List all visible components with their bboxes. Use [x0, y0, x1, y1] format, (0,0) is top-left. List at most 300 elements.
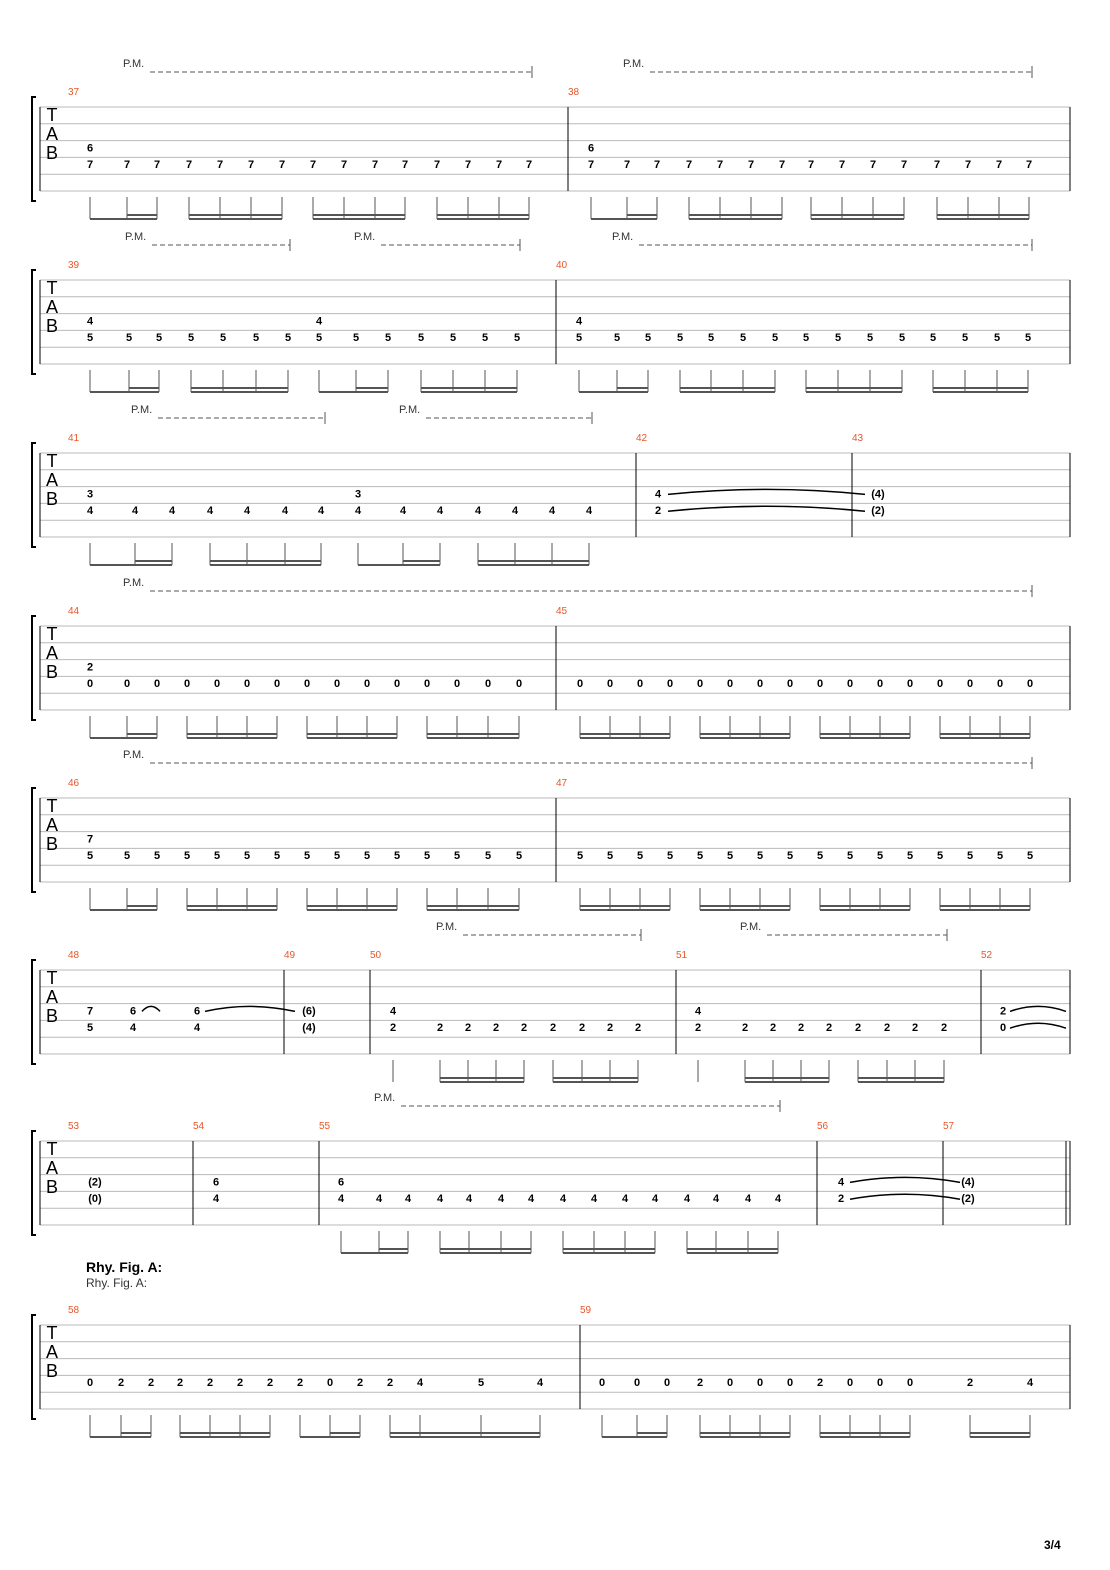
fret-number: 7	[371, 159, 379, 172]
rhythm-figure-title: Rhy. Fig. A:	[86, 1259, 163, 1275]
fret-number: 7	[778, 159, 786, 172]
fret-number: 2	[578, 1022, 586, 1035]
fret-number: 2	[911, 1022, 919, 1035]
tab-clef-letter: B	[45, 834, 59, 854]
fret-number: 5	[123, 850, 131, 863]
fret-number: 2	[549, 1022, 557, 1035]
fret-number: 2	[797, 1022, 805, 1035]
fret-number: 0	[515, 678, 523, 691]
tab-clef-letter: A	[45, 643, 59, 663]
measure-number: 54	[193, 1121, 205, 1132]
fret-number: 4	[399, 505, 407, 518]
fret-number: 2	[206, 1377, 214, 1390]
fret-number: 5	[273, 850, 281, 863]
tie	[205, 1006, 295, 1011]
fret-number: 4	[131, 505, 139, 518]
fret-number: 5	[155, 332, 163, 345]
fret-number: 7	[247, 159, 255, 172]
fret-number: 5	[315, 332, 323, 345]
fret-number: 4	[212, 1193, 220, 1206]
fret-number: 4	[497, 1193, 505, 1206]
fret-number: 4	[389, 1005, 397, 1018]
fret-number: 2	[769, 1022, 777, 1035]
fret-number: 5	[866, 332, 874, 345]
palm-mute-label: P.M.	[740, 921, 762, 933]
fret-number: 4	[621, 1193, 629, 1206]
fret-number: 5	[1026, 850, 1034, 863]
palm-mute-label: P.M.	[354, 231, 376, 243]
fret-number: 5	[906, 850, 914, 863]
tab-clef-letter: T	[46, 278, 58, 298]
measure-number: 51	[676, 950, 688, 961]
fret-number: 7	[653, 159, 661, 172]
fret-number: 5	[1024, 332, 1032, 345]
fret-number: 7	[587, 159, 595, 172]
system-bracket	[32, 1315, 36, 1419]
fret-number: 2	[940, 1022, 948, 1035]
fret-number: 4	[744, 1193, 752, 1206]
palm-mute-label: P.M.	[123, 577, 145, 589]
fret-number: 4	[404, 1193, 412, 1206]
fret-number: 5	[453, 850, 461, 863]
system-bracket	[32, 788, 36, 892]
fret-number: 7	[340, 159, 348, 172]
fret-number: 5	[449, 332, 457, 345]
fret-number: 0	[598, 1377, 606, 1390]
fret-number: 2	[520, 1022, 528, 1035]
measure-number: 50	[370, 950, 382, 961]
fret-number: 5	[484, 850, 492, 863]
tie	[142, 1006, 160, 1011]
fret-number: 0	[326, 1377, 334, 1390]
fret-number: 7	[86, 833, 94, 846]
fret-number: 0	[183, 678, 191, 691]
fret-number: 0	[273, 678, 281, 691]
fret-number: 2	[654, 505, 662, 518]
fret-number: 5	[993, 332, 1001, 345]
fret-number: 5	[363, 850, 371, 863]
fret-number: 0	[906, 1377, 914, 1390]
fret-number: 7	[838, 159, 846, 172]
fret-number: 5	[636, 850, 644, 863]
fret-number: 5	[771, 332, 779, 345]
fret-number: 2	[999, 1005, 1007, 1018]
fret-number: 4	[536, 1377, 544, 1390]
fret-number: 5	[739, 332, 747, 345]
fret-number: 7	[401, 159, 409, 172]
fret-number: 2	[176, 1377, 184, 1390]
fret-number: 7	[807, 159, 815, 172]
tab-clef-letter: A	[45, 1342, 59, 1362]
tie	[668, 489, 865, 494]
fret-number: 5	[834, 332, 842, 345]
fret-number: 5	[125, 332, 133, 345]
fret-number: 2	[634, 1022, 642, 1035]
fret-number: 4	[317, 505, 325, 518]
fret-number: 2	[236, 1377, 244, 1390]
palm-mute-label: P.M.	[399, 404, 421, 416]
fret-number: 0	[726, 678, 734, 691]
fret-number: 5	[613, 332, 621, 345]
rhythm-figure-subtitle: Rhy. Fig. A:	[86, 1276, 148, 1290]
fret-number: 0	[303, 678, 311, 691]
palm-mute-label: P.M.	[125, 231, 147, 243]
fret-number: 5	[213, 850, 221, 863]
fret-number: 2	[386, 1377, 394, 1390]
fret-number: 5	[252, 332, 260, 345]
fret-number: 5	[352, 332, 360, 345]
fret-number: 0	[153, 678, 161, 691]
fret-number: 5	[666, 850, 674, 863]
fret-number: 0	[666, 678, 674, 691]
fret-number: 5	[187, 332, 195, 345]
fret-number: 7	[86, 1005, 94, 1018]
fret-number: 5	[802, 332, 810, 345]
fret-number: 2	[854, 1022, 862, 1035]
fret-number: 0	[243, 678, 251, 691]
measure-number: 47	[556, 778, 568, 789]
fret-number: 5	[86, 332, 94, 345]
fret-number: (4)	[961, 1176, 975, 1189]
fret-number: 4	[375, 1193, 383, 1206]
fret-number: 0	[636, 678, 644, 691]
fret-number: 0	[876, 678, 884, 691]
fret-number: 2	[606, 1022, 614, 1035]
fret-number: 0	[786, 1377, 794, 1390]
fret-number: 0	[213, 678, 221, 691]
measure-number: 42	[636, 433, 648, 444]
fret-number: (2)	[961, 1193, 975, 1206]
fret-number: 0	[786, 678, 794, 691]
fret-number: 2	[464, 1022, 472, 1035]
measure-number: 46	[68, 778, 80, 789]
measure-number: 45	[556, 606, 568, 617]
fret-number: 7	[623, 159, 631, 172]
tie	[1010, 1006, 1066, 1011]
fret-number: 7	[309, 159, 317, 172]
fret-number: 0	[756, 678, 764, 691]
fret-number: 4	[168, 505, 176, 518]
measure-number: 52	[981, 950, 993, 961]
tab-clef-letter: T	[46, 1139, 58, 1159]
fret-number: 5	[575, 332, 583, 345]
fret-number: 7	[685, 159, 693, 172]
measure-number: 40	[556, 260, 568, 271]
fret-number: 3	[86, 488, 94, 501]
tab-clef-letter: B	[45, 1006, 59, 1026]
fret-number: 5	[786, 850, 794, 863]
fret-number: 5	[756, 850, 764, 863]
fret-number: 2	[837, 1193, 845, 1206]
fret-number: 4	[683, 1193, 691, 1206]
fret-number: 5	[384, 332, 392, 345]
fret-number: 5	[876, 850, 884, 863]
measure-number: 49	[284, 950, 296, 961]
fret-number: 5	[726, 850, 734, 863]
fret-number: 6	[193, 1005, 201, 1018]
fret-number: 2	[696, 1377, 704, 1390]
measure-number: 44	[68, 606, 80, 617]
measure-number: 55	[319, 1121, 331, 1132]
fret-number: 0	[453, 678, 461, 691]
fret-number: 5	[996, 850, 1004, 863]
tab-clef-letter: T	[46, 796, 58, 816]
fret-number: 5	[86, 1022, 94, 1035]
tab-clef-letter: B	[45, 1177, 59, 1197]
fret-number: 4	[243, 505, 251, 518]
fret-number: 0	[393, 678, 401, 691]
fret-number: 6	[212, 1176, 220, 1189]
system-bracket	[32, 270, 36, 374]
fret-number: 2	[356, 1377, 364, 1390]
tab-clef-letter: T	[46, 968, 58, 988]
fret-number: 7	[123, 159, 131, 172]
measure-number: 56	[817, 1121, 829, 1132]
fret-number: 4	[694, 1005, 702, 1018]
fret-number: 2	[741, 1022, 749, 1035]
fret-number: 5	[816, 850, 824, 863]
fret-number: 5	[644, 332, 652, 345]
tie	[1010, 1023, 1066, 1028]
fret-number: 4	[436, 505, 444, 518]
fret-number: 4	[585, 505, 593, 518]
fret-number: 0	[726, 1377, 734, 1390]
fret-number: 7	[716, 159, 724, 172]
fret-number: 5	[966, 850, 974, 863]
tab-clef-letter: T	[46, 451, 58, 471]
palm-mute-label: P.M.	[623, 58, 645, 70]
fret-number: 4	[511, 505, 519, 518]
system-bracket	[32, 443, 36, 547]
system-bracket	[32, 616, 36, 720]
fret-number: 7	[185, 159, 193, 172]
palm-mute-label: P.M.	[123, 749, 145, 761]
fret-number: 5	[515, 850, 523, 863]
fret-number: 4	[281, 505, 289, 518]
fret-number: 4	[465, 1193, 473, 1206]
fret-number: 4	[86, 505, 94, 518]
fret-number: 4	[527, 1193, 535, 1206]
fret-number: 5	[183, 850, 191, 863]
fret-number: 7	[964, 159, 972, 172]
fret-number: 0	[936, 678, 944, 691]
fret-number: 2	[492, 1022, 500, 1035]
fret-number: 5	[219, 332, 227, 345]
fret-number: 2	[883, 1022, 891, 1035]
fret-number: 7	[933, 159, 941, 172]
tab-clef-letter: A	[45, 815, 59, 835]
fret-number: 7	[495, 159, 503, 172]
fret-number: 0	[846, 678, 854, 691]
tab-clef-letter: A	[45, 1158, 59, 1178]
fret-number: 4	[559, 1193, 567, 1206]
fret-number: 7	[1025, 159, 1033, 172]
fret-number: 7	[86, 159, 94, 172]
fret-number: 5	[846, 850, 854, 863]
tab-clef-letter: A	[45, 124, 59, 144]
fret-number: 0	[876, 1377, 884, 1390]
fret-number: 7	[433, 159, 441, 172]
fret-number: 0	[633, 1377, 641, 1390]
system-bracket	[32, 97, 36, 201]
fret-number: 5	[676, 332, 684, 345]
fret-number: 2	[266, 1377, 274, 1390]
fret-number: 6	[129, 1005, 137, 1018]
fret-number: 0	[1026, 678, 1034, 691]
tab-clef-letter: T	[46, 1323, 58, 1343]
fret-number: 3	[354, 488, 362, 501]
fret-number: 4	[129, 1022, 137, 1035]
fret-number: 0	[606, 678, 614, 691]
fret-number: 0	[696, 678, 704, 691]
fret-number: 5	[707, 332, 715, 345]
fret-number: 5	[423, 850, 431, 863]
fret-number: 5	[86, 850, 94, 863]
measure-number: 48	[68, 950, 80, 961]
tie	[668, 506, 865, 511]
fret-number: 6	[587, 142, 595, 155]
fret-number: 0	[333, 678, 341, 691]
fret-number: 0	[846, 1377, 854, 1390]
fret-number: (2)	[871, 505, 885, 518]
tab-clef-letter: B	[45, 316, 59, 336]
fret-number: 2	[694, 1022, 702, 1035]
fret-number: 7	[278, 159, 286, 172]
fret-number: 6	[337, 1176, 345, 1189]
fret-number: 5	[481, 332, 489, 345]
fret-number: (0)	[88, 1193, 102, 1206]
fret-number: 7	[153, 159, 161, 172]
fret-number: 2	[389, 1022, 397, 1035]
system-bracket	[32, 960, 36, 1064]
fret-number: 5	[606, 850, 614, 863]
fret-number: 7	[869, 159, 877, 172]
fret-number: 5	[393, 850, 401, 863]
measure-number: 58	[68, 1305, 80, 1316]
palm-mute-label: P.M.	[374, 1092, 396, 1104]
fret-number: 0	[86, 1377, 94, 1390]
fret-number: 5	[333, 850, 341, 863]
fret-number: 4	[416, 1377, 424, 1390]
measure-number: 39	[68, 260, 80, 271]
fret-number: 5	[576, 850, 584, 863]
tab-clef-letter: A	[45, 297, 59, 317]
fret-number: 6	[86, 142, 94, 155]
fret-number: 0	[663, 1377, 671, 1390]
tab-clef-letter: B	[45, 489, 59, 509]
palm-mute-label: P.M.	[123, 58, 145, 70]
fret-number: 2	[436, 1022, 444, 1035]
fret-number: 0	[996, 678, 1004, 691]
fret-number: 4	[774, 1193, 782, 1206]
fret-number: 4	[337, 1193, 345, 1206]
tab-clef-letter: T	[46, 624, 58, 644]
fret-number: 7	[900, 159, 908, 172]
fret-number: 4	[837, 1176, 845, 1189]
tab-clef-letter: A	[45, 470, 59, 490]
fret-number: (4)	[871, 488, 885, 501]
fret-number: 2	[117, 1377, 125, 1390]
page-number: 3/4	[1044, 1538, 1061, 1552]
fret-number: 7	[525, 159, 533, 172]
fret-number: 2	[86, 661, 94, 674]
fret-number: 5	[243, 850, 251, 863]
tab-clef-letter: A	[45, 987, 59, 1007]
palm-mute-label: P.M.	[131, 404, 153, 416]
fret-number: (6)	[302, 1005, 316, 1018]
system-bracket	[32, 1131, 36, 1235]
fret-number: 7	[747, 159, 755, 172]
fret-number: 4	[86, 315, 94, 328]
fret-number: 0	[363, 678, 371, 691]
fret-number: 0	[484, 678, 492, 691]
fret-number: 2	[966, 1377, 974, 1390]
fret-number: 5	[898, 332, 906, 345]
tab-clef-letter: B	[45, 662, 59, 682]
fret-number: 0	[816, 678, 824, 691]
fret-number: (4)	[302, 1022, 316, 1035]
fret-number: 5	[936, 850, 944, 863]
fret-number: 5	[153, 850, 161, 863]
fret-number: 5	[961, 332, 969, 345]
measure-number: 37	[68, 87, 80, 98]
fret-number: 2	[825, 1022, 833, 1035]
palm-mute-label: P.M.	[612, 231, 634, 243]
measure-number: 53	[68, 1121, 80, 1132]
fret-number: 4	[315, 315, 323, 328]
fret-number: 0	[999, 1022, 1007, 1035]
fret-number: 7	[216, 159, 224, 172]
fret-number: 7	[995, 159, 1003, 172]
fret-number: 5	[417, 332, 425, 345]
fret-number: 0	[86, 678, 94, 691]
fret-number: 4	[712, 1193, 720, 1206]
fret-number: 4	[654, 488, 662, 501]
fret-number: 5	[513, 332, 521, 345]
tab-clef-letter: B	[45, 143, 59, 163]
fret-number: 5	[303, 850, 311, 863]
palm-mute-label: P.M.	[436, 921, 458, 933]
fret-number: 4	[651, 1193, 659, 1206]
fret-number: 0	[576, 678, 584, 691]
fret-number: 2	[816, 1377, 824, 1390]
fret-number: 4	[474, 505, 482, 518]
fret-number: 4	[354, 505, 362, 518]
measure-number: 41	[68, 433, 80, 444]
fret-number: 0	[756, 1377, 764, 1390]
fret-number: 0	[906, 678, 914, 691]
fret-number: 5	[477, 1377, 485, 1390]
fret-number: 0	[966, 678, 974, 691]
tab-clef-letter: T	[46, 105, 58, 125]
fret-number: 4	[436, 1193, 444, 1206]
fret-number: 2	[147, 1377, 155, 1390]
fret-number: 5	[929, 332, 937, 345]
measure-number: 43	[852, 433, 864, 444]
fret-number: 5	[284, 332, 292, 345]
fret-number: 0	[423, 678, 431, 691]
fret-number: 4	[206, 505, 214, 518]
fret-number: 5	[696, 850, 704, 863]
fret-number: 4	[193, 1022, 201, 1035]
measure-number: 38	[568, 87, 580, 98]
fret-number: 4	[548, 505, 556, 518]
fret-number: 0	[123, 678, 131, 691]
fret-number: 4	[575, 315, 583, 328]
fret-number: 2	[296, 1377, 304, 1390]
measure-number: 59	[580, 1305, 592, 1316]
fret-number: 4	[1026, 1377, 1034, 1390]
